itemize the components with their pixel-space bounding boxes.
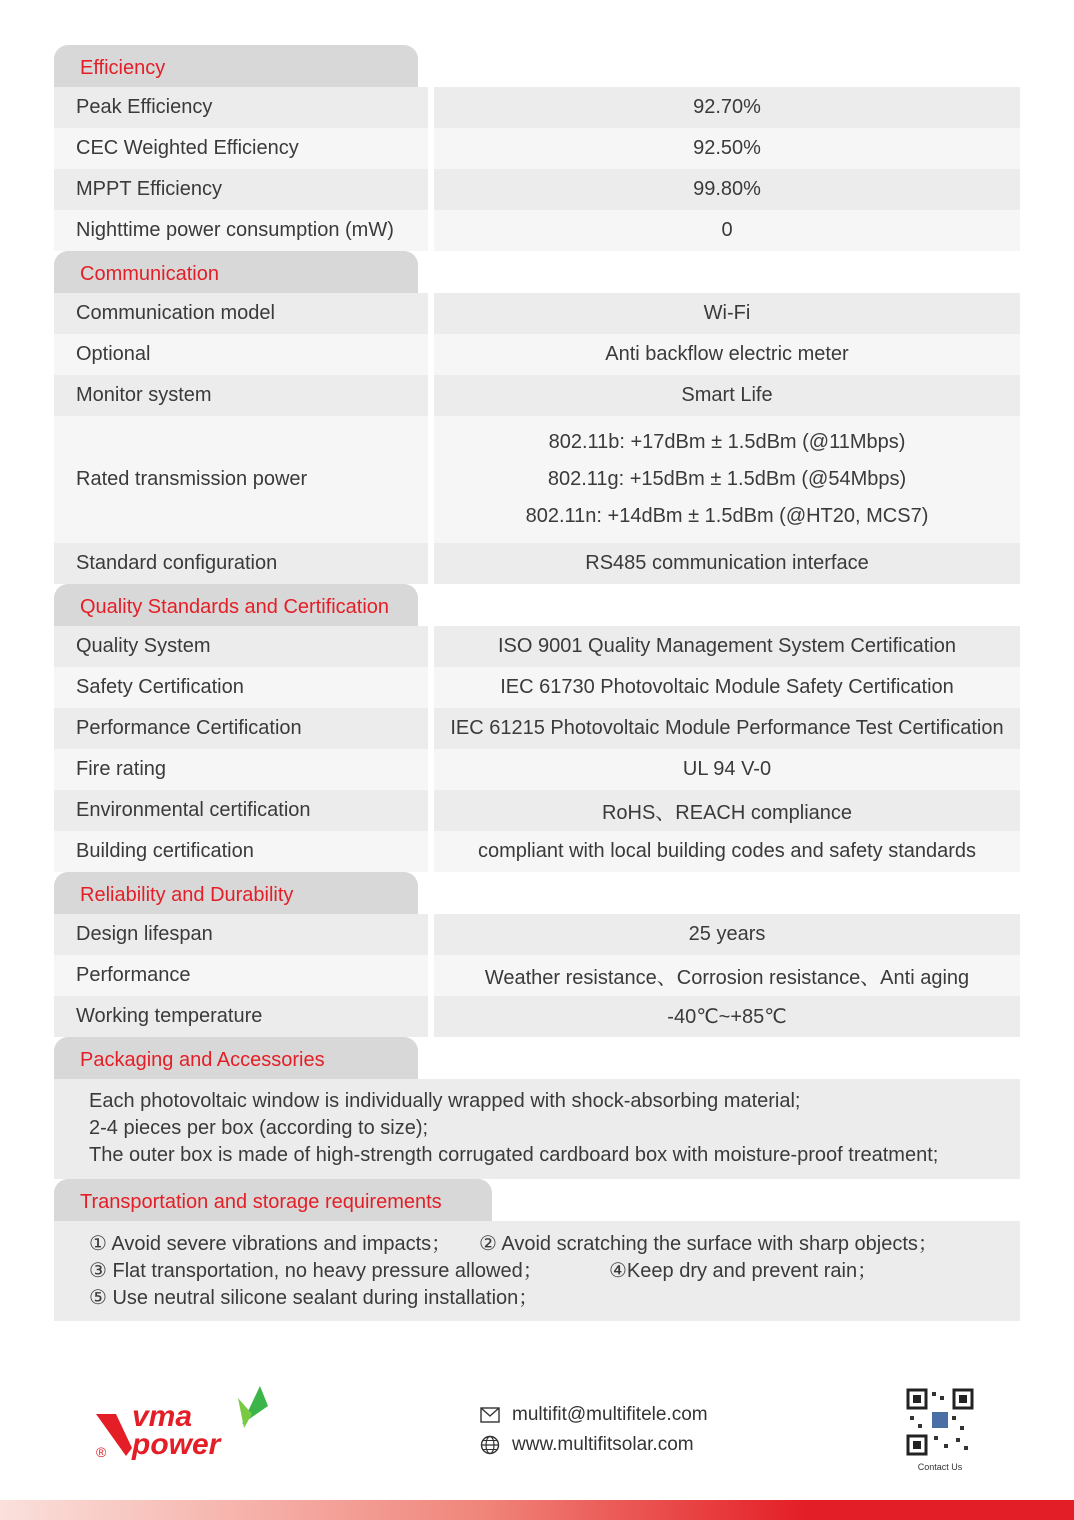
- qr-code[interactable]: [904, 1386, 976, 1458]
- spec-label: Communication model: [54, 293, 428, 334]
- spec-value: 92.70%: [434, 87, 1020, 128]
- spec-value-line: 802.11g: +15dBm ± 1.5dBm (@54Mbps): [547, 468, 907, 490]
- spec-label: Performance: [54, 955, 428, 996]
- spec-label: Safety Certification: [54, 667, 428, 708]
- spec-value: compliant with local building codes and safety standards: [434, 831, 1020, 872]
- bottom-accent-bar: [0, 1500, 1074, 1520]
- spec-row: [54, 831, 1020, 872]
- spec-label: Monitor system: [54, 375, 428, 416]
- spec-row: [54, 543, 1020, 584]
- brand-logo: [92, 1384, 312, 1464]
- spec-row: [54, 293, 1020, 334]
- spec-row: [54, 667, 1020, 708]
- section-header-packaging: [54, 1037, 1020, 1079]
- spec-row: [54, 914, 1020, 955]
- spec-label: Optional: [54, 334, 428, 375]
- spec-label: Building certification: [54, 831, 428, 872]
- spec-value: UL 94 V-0: [434, 749, 1020, 790]
- section-title: Packaging and Accessories: [54, 1037, 418, 1079]
- spec-value: Smart Life: [434, 375, 1020, 416]
- contact-info: [480, 1400, 708, 1460]
- section-header-communication: [54, 251, 1020, 293]
- globe-icon: [480, 1435, 500, 1455]
- transport-item: ④Keep dry and prevent rain；: [609, 1260, 878, 1282]
- section-header-transport: [54, 1179, 1020, 1221]
- spec-row: [54, 626, 1020, 667]
- brand-wordmark-bottom: power: [132, 1428, 221, 1461]
- transport-text: [54, 1221, 1020, 1321]
- spec-value: 0: [434, 210, 1020, 251]
- spec-row: [54, 708, 1020, 749]
- spec-value: ISO 9001 Quality Management System Certification: [434, 626, 1020, 667]
- website-row[interactable]: [480, 1430, 708, 1460]
- spec-row: [54, 996, 1020, 1037]
- spec-row: [54, 169, 1020, 210]
- spec-row: [54, 334, 1020, 375]
- spec-label: Working temperature: [54, 996, 428, 1037]
- section-title: Transportation and storage requirements: [54, 1179, 492, 1221]
- packaging-line: 2-4 pieces per box (according to size);: [89, 1117, 429, 1139]
- spec-row: [54, 416, 1020, 543]
- transport-item: ⑤ Use neutral silicone sealant during installation；: [89, 1287, 539, 1309]
- spec-value: IEC 61730 Photovoltaic Module Safety Certification: [434, 667, 1020, 708]
- spec-label: Quality System: [54, 626, 428, 667]
- packaging-text: [54, 1079, 1020, 1179]
- transport-item: ② Avoid scratching the surface with sharp objects；: [479, 1233, 938, 1255]
- spec-value: -40℃~+85℃: [434, 996, 1020, 1037]
- mail-icon: [480, 1407, 500, 1423]
- spec-label: Rated transmission power: [54, 416, 428, 543]
- transport-item: ① Avoid severe vibrations and impacts；: [89, 1233, 452, 1255]
- section-title: Quality Standards and Certification: [54, 584, 418, 626]
- registered-mark: ®: [96, 1444, 107, 1460]
- spec-value-line: 802.11n: +14dBm ± 1.5dBm (@HT20, MCS7): [525, 505, 929, 527]
- spec-value: Wi-Fi: [434, 293, 1020, 334]
- spec-label: Nighttime power consumption (mW): [54, 210, 428, 251]
- spec-label: CEC Weighted Efficiency: [54, 128, 428, 169]
- spec-row: [54, 790, 1020, 831]
- section-header-quality: [54, 584, 1020, 626]
- spec-label: Environmental certification: [54, 790, 428, 831]
- spec-label: MPPT Efficiency: [54, 169, 428, 210]
- spec-value-multiline: [434, 416, 1020, 543]
- section-header-reliability: [54, 872, 1020, 914]
- spec-row: [54, 128, 1020, 169]
- email-row[interactable]: [480, 1400, 708, 1430]
- section-title: Communication: [54, 251, 418, 293]
- spec-value: 99.80%: [434, 169, 1020, 210]
- section-title: Efficiency: [54, 45, 418, 87]
- spec-label: Standard configuration: [54, 543, 428, 584]
- spec-label: Peak Efficiency: [54, 87, 428, 128]
- spec-sheet: [54, 45, 1020, 1321]
- spec-value: 92.50%: [434, 128, 1020, 169]
- email-link[interactable]: multifit@multifitele.com: [512, 1404, 708, 1425]
- spec-value: RS485 communication interface: [434, 543, 1020, 584]
- packaging-line: Each photovoltaic window is individually wrapped with shock-absorbing material;: [89, 1090, 801, 1112]
- spec-value-line: 802.11b: +17dBm ± 1.5dBm (@11Mbps): [548, 431, 906, 453]
- spec-value: Weather resistance、Corrosion resistance、Anti aging: [434, 955, 1020, 996]
- qr-caption: Contact Us: [917, 1462, 963, 1472]
- spec-value: RoHS、REACH compliance: [434, 790, 1020, 831]
- packaging-line: The outer box is made of high-strength corrugated cardboard box with moisture-proof treatment;: [89, 1144, 939, 1166]
- spec-row: [54, 749, 1020, 790]
- spec-row: [54, 375, 1020, 416]
- spec-row: [54, 210, 1020, 251]
- brand-wordmark-top: vma: [132, 1400, 193, 1433]
- footer: [0, 1370, 1074, 1490]
- transport-item: ③ Flat transportation, no heavy pressure allowed；: [89, 1260, 543, 1282]
- spec-row: [54, 955, 1020, 996]
- spec-label: Design lifespan: [54, 914, 428, 955]
- spec-value: 25 years: [434, 914, 1020, 955]
- spec-value: IEC 61215 Photovoltaic Module Performance Test Certification: [434, 708, 1020, 749]
- spec-label: Performance Certification: [54, 708, 428, 749]
- spec-row: [54, 87, 1020, 128]
- section-title: Reliability and Durability: [54, 872, 418, 914]
- spec-label: Fire rating: [54, 749, 428, 790]
- website-link[interactable]: www.multifitsolar.com: [512, 1434, 694, 1455]
- section-header-efficiency: [54, 45, 1020, 87]
- spec-value: Anti backflow electric meter: [434, 334, 1020, 375]
